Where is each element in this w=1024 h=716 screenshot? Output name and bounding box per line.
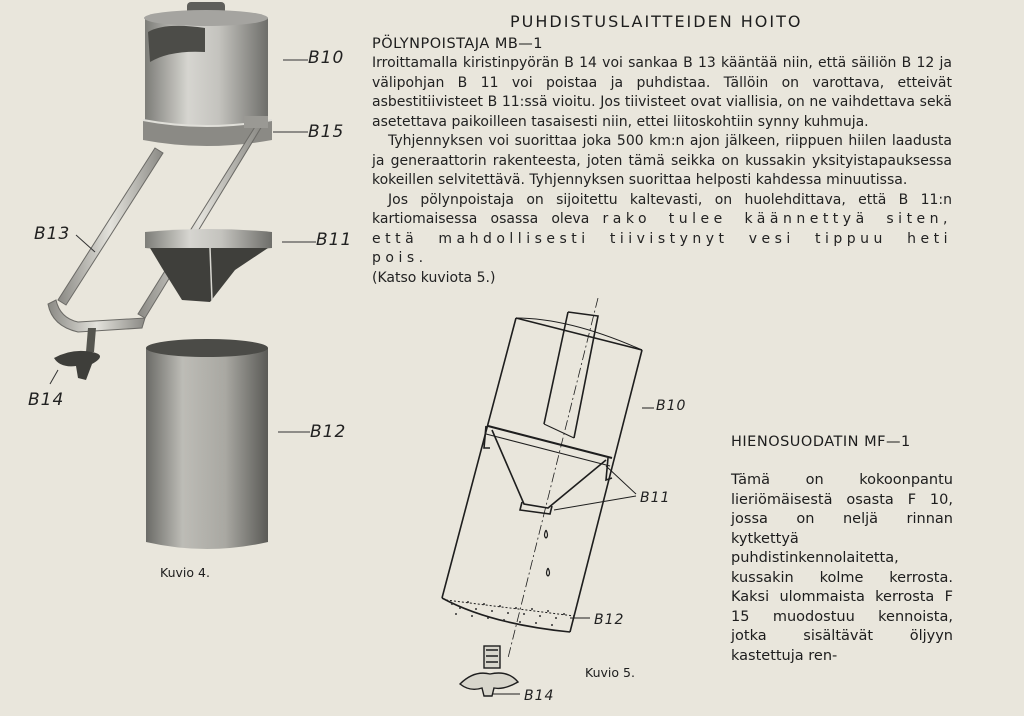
paragraph-3-end: (Katso kuviota 5.) bbox=[372, 269, 496, 286]
paragraph-3-emphasis-2: että mahdollisesti tiivistynyt vesi tippuu heti pois. bbox=[372, 230, 952, 266]
paragraph-2: Tyhjennyksen voi suorittaa joka 500 km:n ajon jälkeen, riippuen hiilen laadusta ja generaattorin rakenteesta, joten tämä seikka on kussakin yksityistapauksessa kokeillen selvitettävä. Tyhjennyksen suorittaa helposti kahdessa minuutissa. bbox=[372, 133, 952, 188]
paragraph-3-start: Jos pölynpoistaja on sijoitettu kaltevasti, on huolehdittava, että B 11:n kartiomaisessa osassa oleva bbox=[372, 191, 952, 227]
fig4-label-b15: B15 bbox=[308, 122, 345, 142]
cone-part bbox=[150, 248, 268, 302]
paragraph-3-emphasis-1: rako tulee käännettyä siten, bbox=[602, 211, 952, 227]
main-text-block bbox=[372, 54, 952, 288]
fig4-label-b10: B10 bbox=[308, 48, 345, 68]
fig5-label-b10: B10 bbox=[656, 398, 687, 414]
fig5-label-b14: B14 bbox=[524, 688, 555, 704]
fig4-label-b13: B13 bbox=[34, 224, 71, 244]
paragraph-3 bbox=[372, 191, 952, 230]
fig4-label-b12: B12 bbox=[310, 422, 347, 442]
figure-4-illustration bbox=[0, 0, 360, 600]
bottom-cylinder bbox=[146, 343, 268, 549]
fig4-label-b11: B11 bbox=[316, 230, 353, 250]
figure-5-diagram bbox=[430, 298, 690, 716]
right-column-text bbox=[731, 471, 953, 666]
section-title-mb1: PÖLYNPOISTAJA MB—1 bbox=[372, 36, 544, 52]
fig4-label-b14: B14 bbox=[28, 390, 65, 410]
fig5-label-b11: B11 bbox=[640, 490, 671, 506]
knob bbox=[54, 351, 100, 380]
section-title-mf1: HIENOSUODATIN MF—1 bbox=[731, 434, 911, 450]
figure-4-caption: Kuvio 4. bbox=[160, 565, 210, 580]
figure-5-caption: Kuvio 5. bbox=[585, 665, 635, 680]
fig5-label-b12: B12 bbox=[594, 612, 625, 628]
paragraph-mf1: Tämä on kokoonpantu lieriömäisestä osasta F 10, jossa on neljä rinnan kytkettyä puhdistinkennolaitetta, kussakin kolme kerrosta. Kaksi ulommaista kerrosta F 15 muodostuu kennoista, jotka sisältävät öljyyn kastettuja ren- bbox=[731, 472, 953, 664]
paragraph-1: Irroittamalla kiristinpyörän B 14 voi sankaa B 13 kääntää niin, että säiliön B 12 ja välipohjan B 11 voi poistaa ja puhdistaa. Tällöin on varottava, etteivät asbestitiivisteet B 11:ssä vioitu. Jos tiivisteet ovat viallisia, on ne vaihdettava sekä asetettava paikoilleen tasaisesti niin, ettei liitoskohtiin synny kuhmuja. bbox=[372, 55, 952, 130]
page-title: PUHDISTUSLAITTEIDEN HOITO bbox=[510, 12, 803, 31]
